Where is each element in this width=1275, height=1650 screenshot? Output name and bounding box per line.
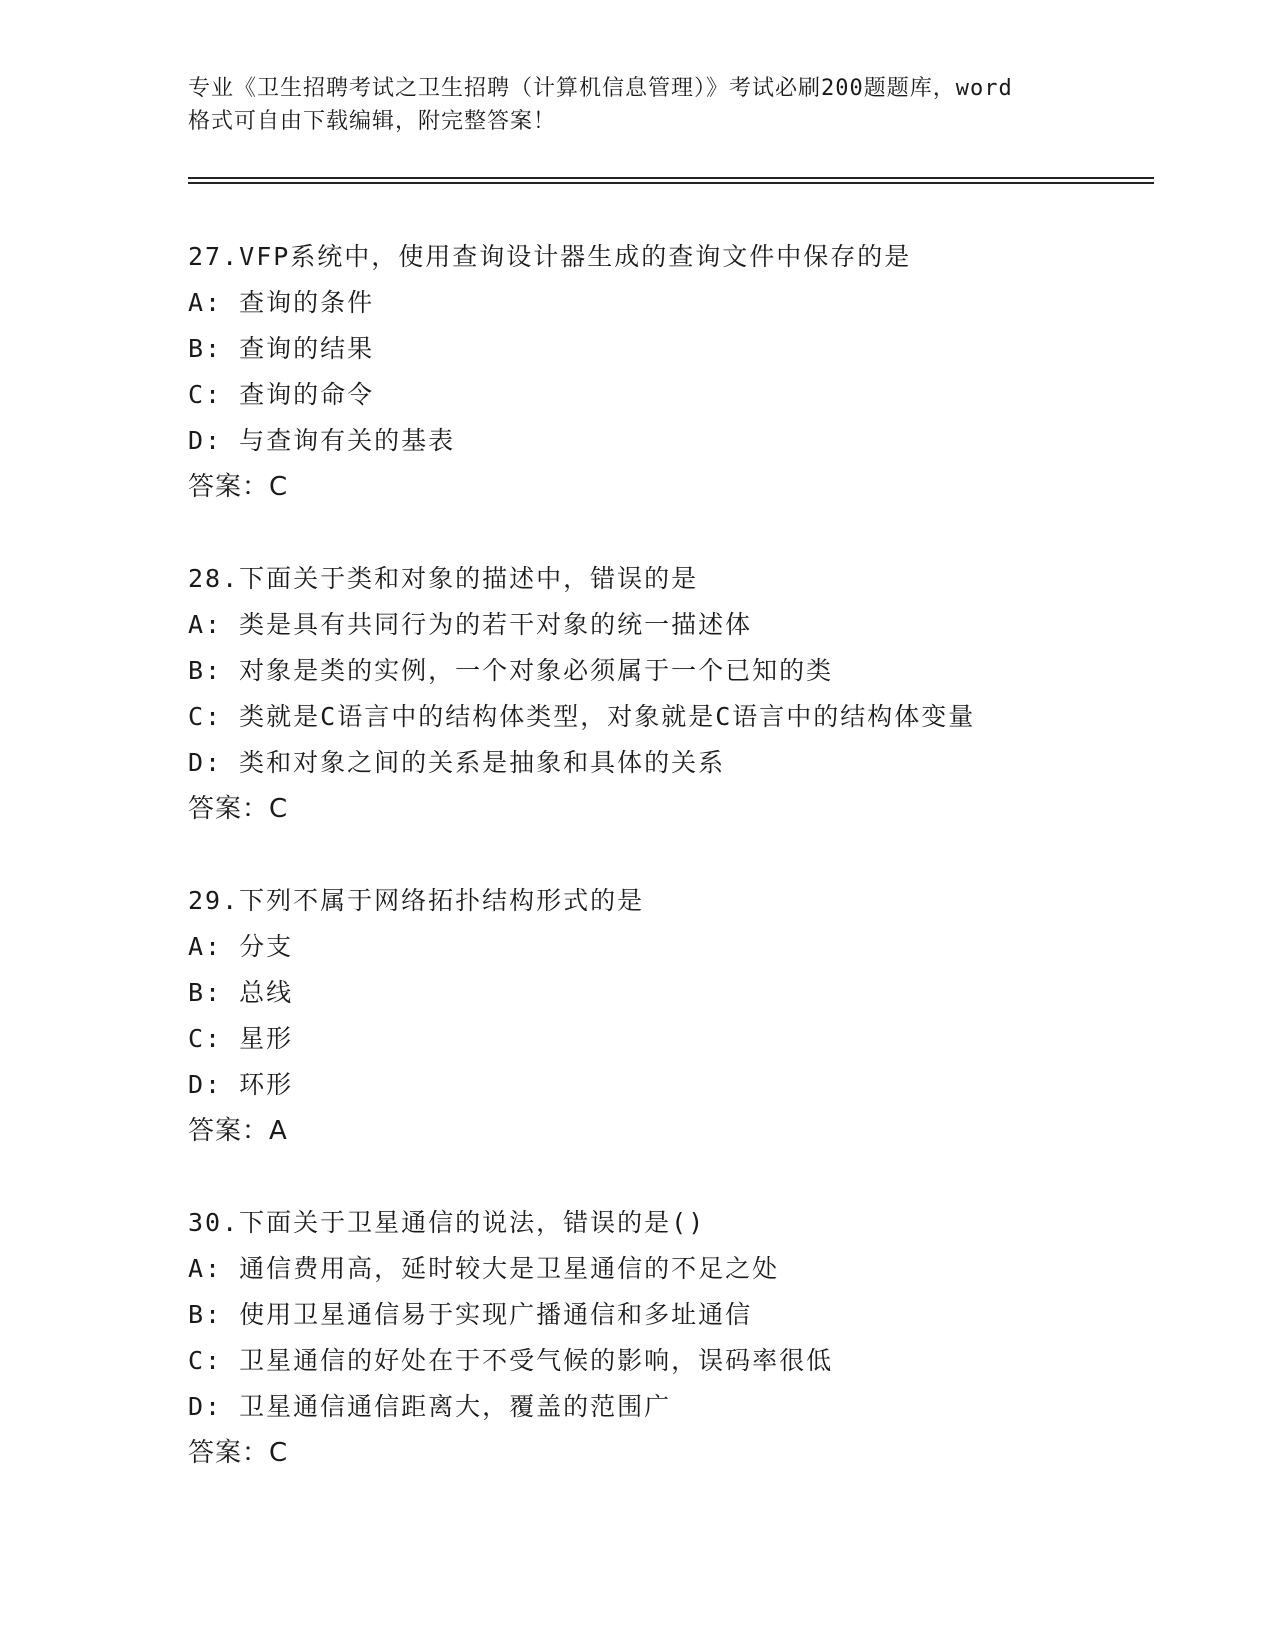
question-stem: 27.VFP系统中，使用查询设计器生成的查询文件中保存的是 <box>188 242 912 271</box>
option-d: D: 类和对象之间的关系是抽象和具体的关系 <box>188 748 726 777</box>
option-c: C: 查询的命令 <box>188 380 375 409</box>
answer-line: 答案：C <box>188 472 289 502</box>
option-d: D: 环形 <box>188 1070 294 1099</box>
option-d: D: 卫星通信通信距离大，覆盖的范围广 <box>188 1392 672 1421</box>
option-a: A: 类是具有共同行为的若干对象的统一描述体 <box>188 610 753 639</box>
option-b: B: 使用卫星通信易于实现广播通信和多址通信 <box>188 1300 753 1329</box>
answer-line: 答案：C <box>188 1438 289 1468</box>
header-line-1: 专业《卫生招聘考试之卫生招聘（计算机信息管理）》考试必刷200题题库，word <box>188 76 1013 101</box>
header-divider-bottom <box>188 182 1154 184</box>
option-b: B: 总线 <box>188 978 294 1007</box>
option-b: B: 对象是类的实例，一个对象必须属于一个已知的类 <box>188 656 834 685</box>
option-b: B: 查询的结果 <box>188 334 375 363</box>
question-28 <box>188 556 1128 832</box>
answer-line: 答案：C <box>188 794 289 824</box>
header-line-2: 格式可自由下载编辑，附完整答案！ <box>188 109 557 134</box>
question-30 <box>188 1200 1128 1476</box>
question-29 <box>188 878 1128 1154</box>
question-stem: 30.下面关于卫星通信的说法，错误的是() <box>188 1208 706 1237</box>
document-header <box>188 72 1088 138</box>
question-stem: 29.下列不属于网络拓扑结构形式的是 <box>188 886 645 915</box>
option-a: A: 通信费用高，延时较大是卫星通信的不足之处 <box>188 1254 780 1283</box>
option-c: C: 卫星通信的好处在于不受气候的影响，误码率很低 <box>188 1346 834 1375</box>
answer-line: 答案：A <box>188 1116 288 1146</box>
option-c: C: 类就是C语言中的结构体类型，对象就是C语言中的结构体变量 <box>188 702 976 731</box>
question-stem: 28.下面关于类和对象的描述中，错误的是 <box>188 564 699 593</box>
header-divider-top <box>188 177 1154 179</box>
option-a: A: 查询的条件 <box>188 288 375 317</box>
option-a: A: 分支 <box>188 932 294 961</box>
option-c: C: 星形 <box>188 1024 294 1053</box>
question-27 <box>188 234 1128 510</box>
option-d: D: 与查询有关的基表 <box>188 426 456 455</box>
